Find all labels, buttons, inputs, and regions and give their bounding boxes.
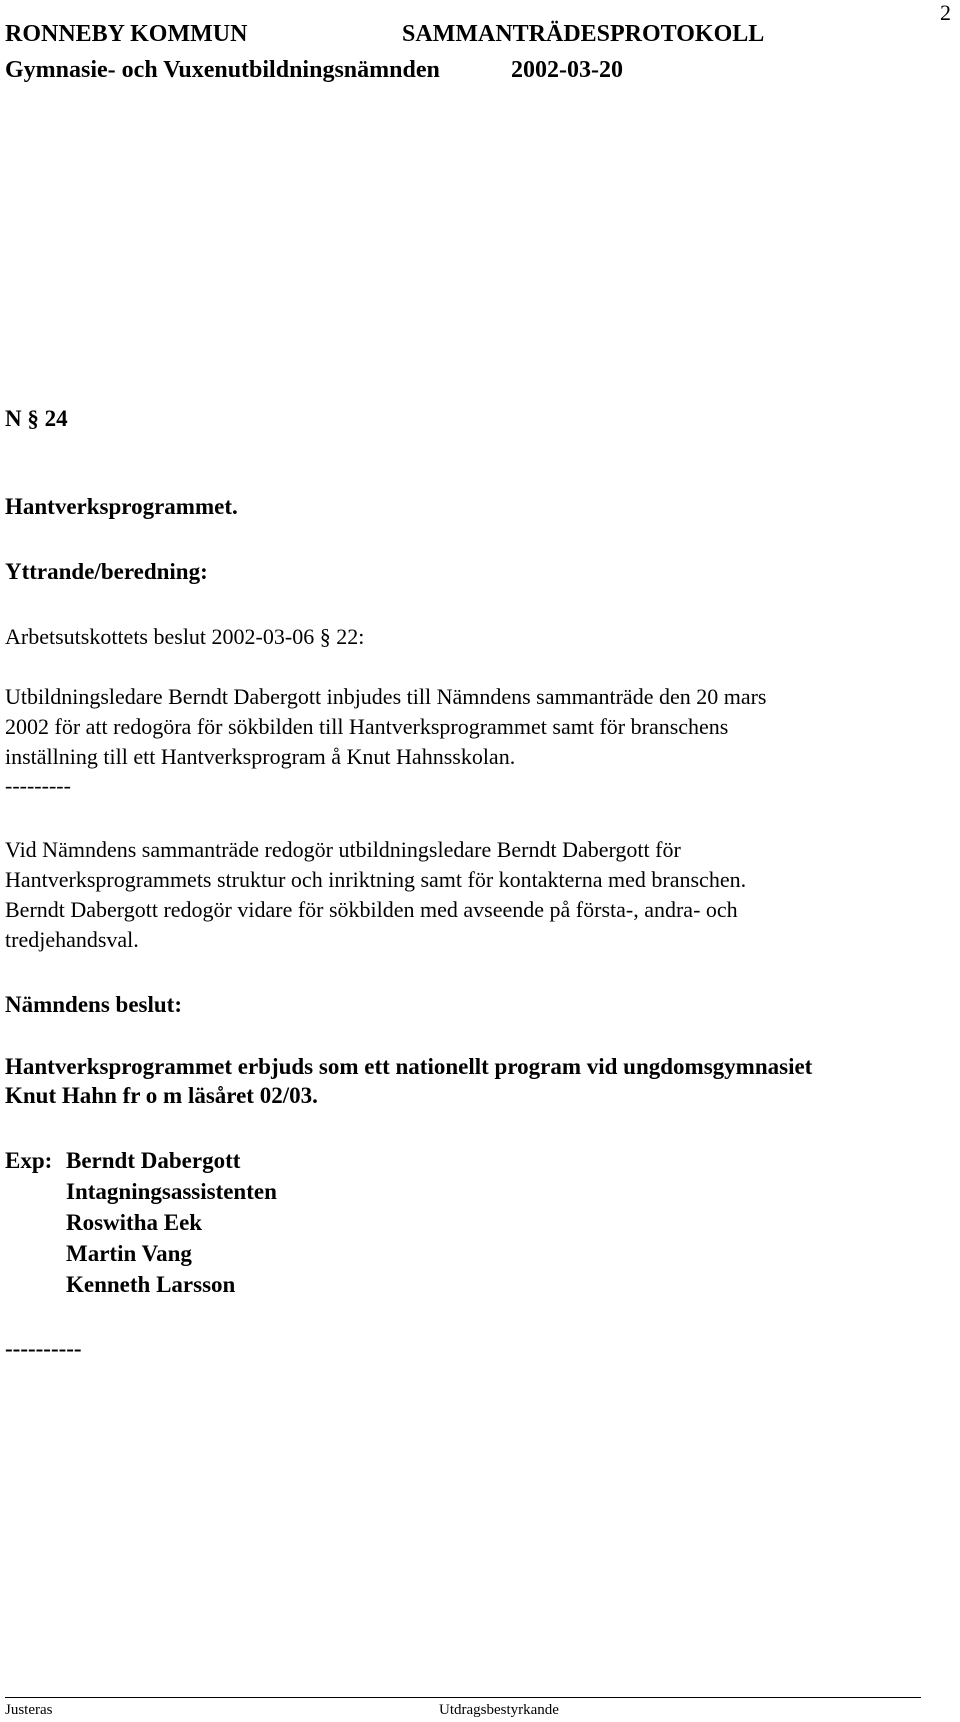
- committee-name: Gymnasie- och Vuxenutbildningsnämnden: [5, 57, 440, 83]
- separator: ---------: [5, 773, 71, 798]
- footer-rule: [5, 1697, 921, 1698]
- footer-utdragsbestyrkande-label: Utdragsbestyrkande: [439, 1702, 559, 1718]
- exp-recipient: Roswitha Eek: [66, 1210, 203, 1235]
- invitation-line: inställning till ett Hantverksprogram å Knut Hahnsskolan.: [5, 744, 516, 769]
- invitation-line: Utbildningsledare Berndt Dabergott inbjudes till Nämndens sammanträde den 20 mars: [5, 684, 767, 709]
- working-committee-decision: Arbetsutskottets beslut 2002-03-06 § 22:: [5, 624, 365, 649]
- protocol-title: SAMMANTRÄDESPROTOKOLL: [402, 21, 765, 47]
- preparation-heading: Yttrande/beredning:: [5, 559, 208, 584]
- separator: ----------: [5, 1336, 82, 1361]
- page-number: 2: [940, 0, 951, 25]
- invitation-line: 2002 för att redogöra för sökbilden till Hantverksprogrammet samt för branschens: [5, 714, 729, 739]
- decision-line: Knut Hahn fr o m läsåret 02/03.: [5, 1083, 318, 1108]
- meeting-line: Hantverksprogrammets struktur och inriktning samt för kontakterna med branschen.: [5, 867, 747, 892]
- exp-label: Exp:: [5, 1148, 53, 1173]
- footer-justeras-label: Justeras: [5, 1702, 53, 1718]
- meeting-line: Vid Nämndens sammanträde redogör utbildningsledare Berndt Dabergott för: [5, 837, 681, 862]
- meeting-line: tredjehandsval.: [5, 927, 139, 952]
- decision-heading: Nämndens beslut:: [5, 992, 183, 1017]
- exp-recipient: Kenneth Larsson: [66, 1272, 236, 1297]
- exp-recipient: Intagningsassistenten: [66, 1179, 277, 1204]
- decision-line: Hantverksprogrammet erbjuds som ett nationellt program vid ungdomsgymnasiet: [5, 1054, 813, 1079]
- meeting-line: Berndt Dabergott redogör vidare för sökbilden med avseende på första-, andra- och: [5, 897, 738, 922]
- exp-recipient: Berndt Dabergott: [66, 1148, 241, 1173]
- exp-recipient: Martin Vang: [66, 1241, 192, 1266]
- paragraph-number: N § 24: [5, 406, 68, 431]
- municipality-name: RONNEBY KOMMUN: [5, 21, 248, 47]
- meeting-date: 2002-03-20: [511, 57, 623, 83]
- section-title: Hantverksprogrammet.: [5, 494, 238, 519]
